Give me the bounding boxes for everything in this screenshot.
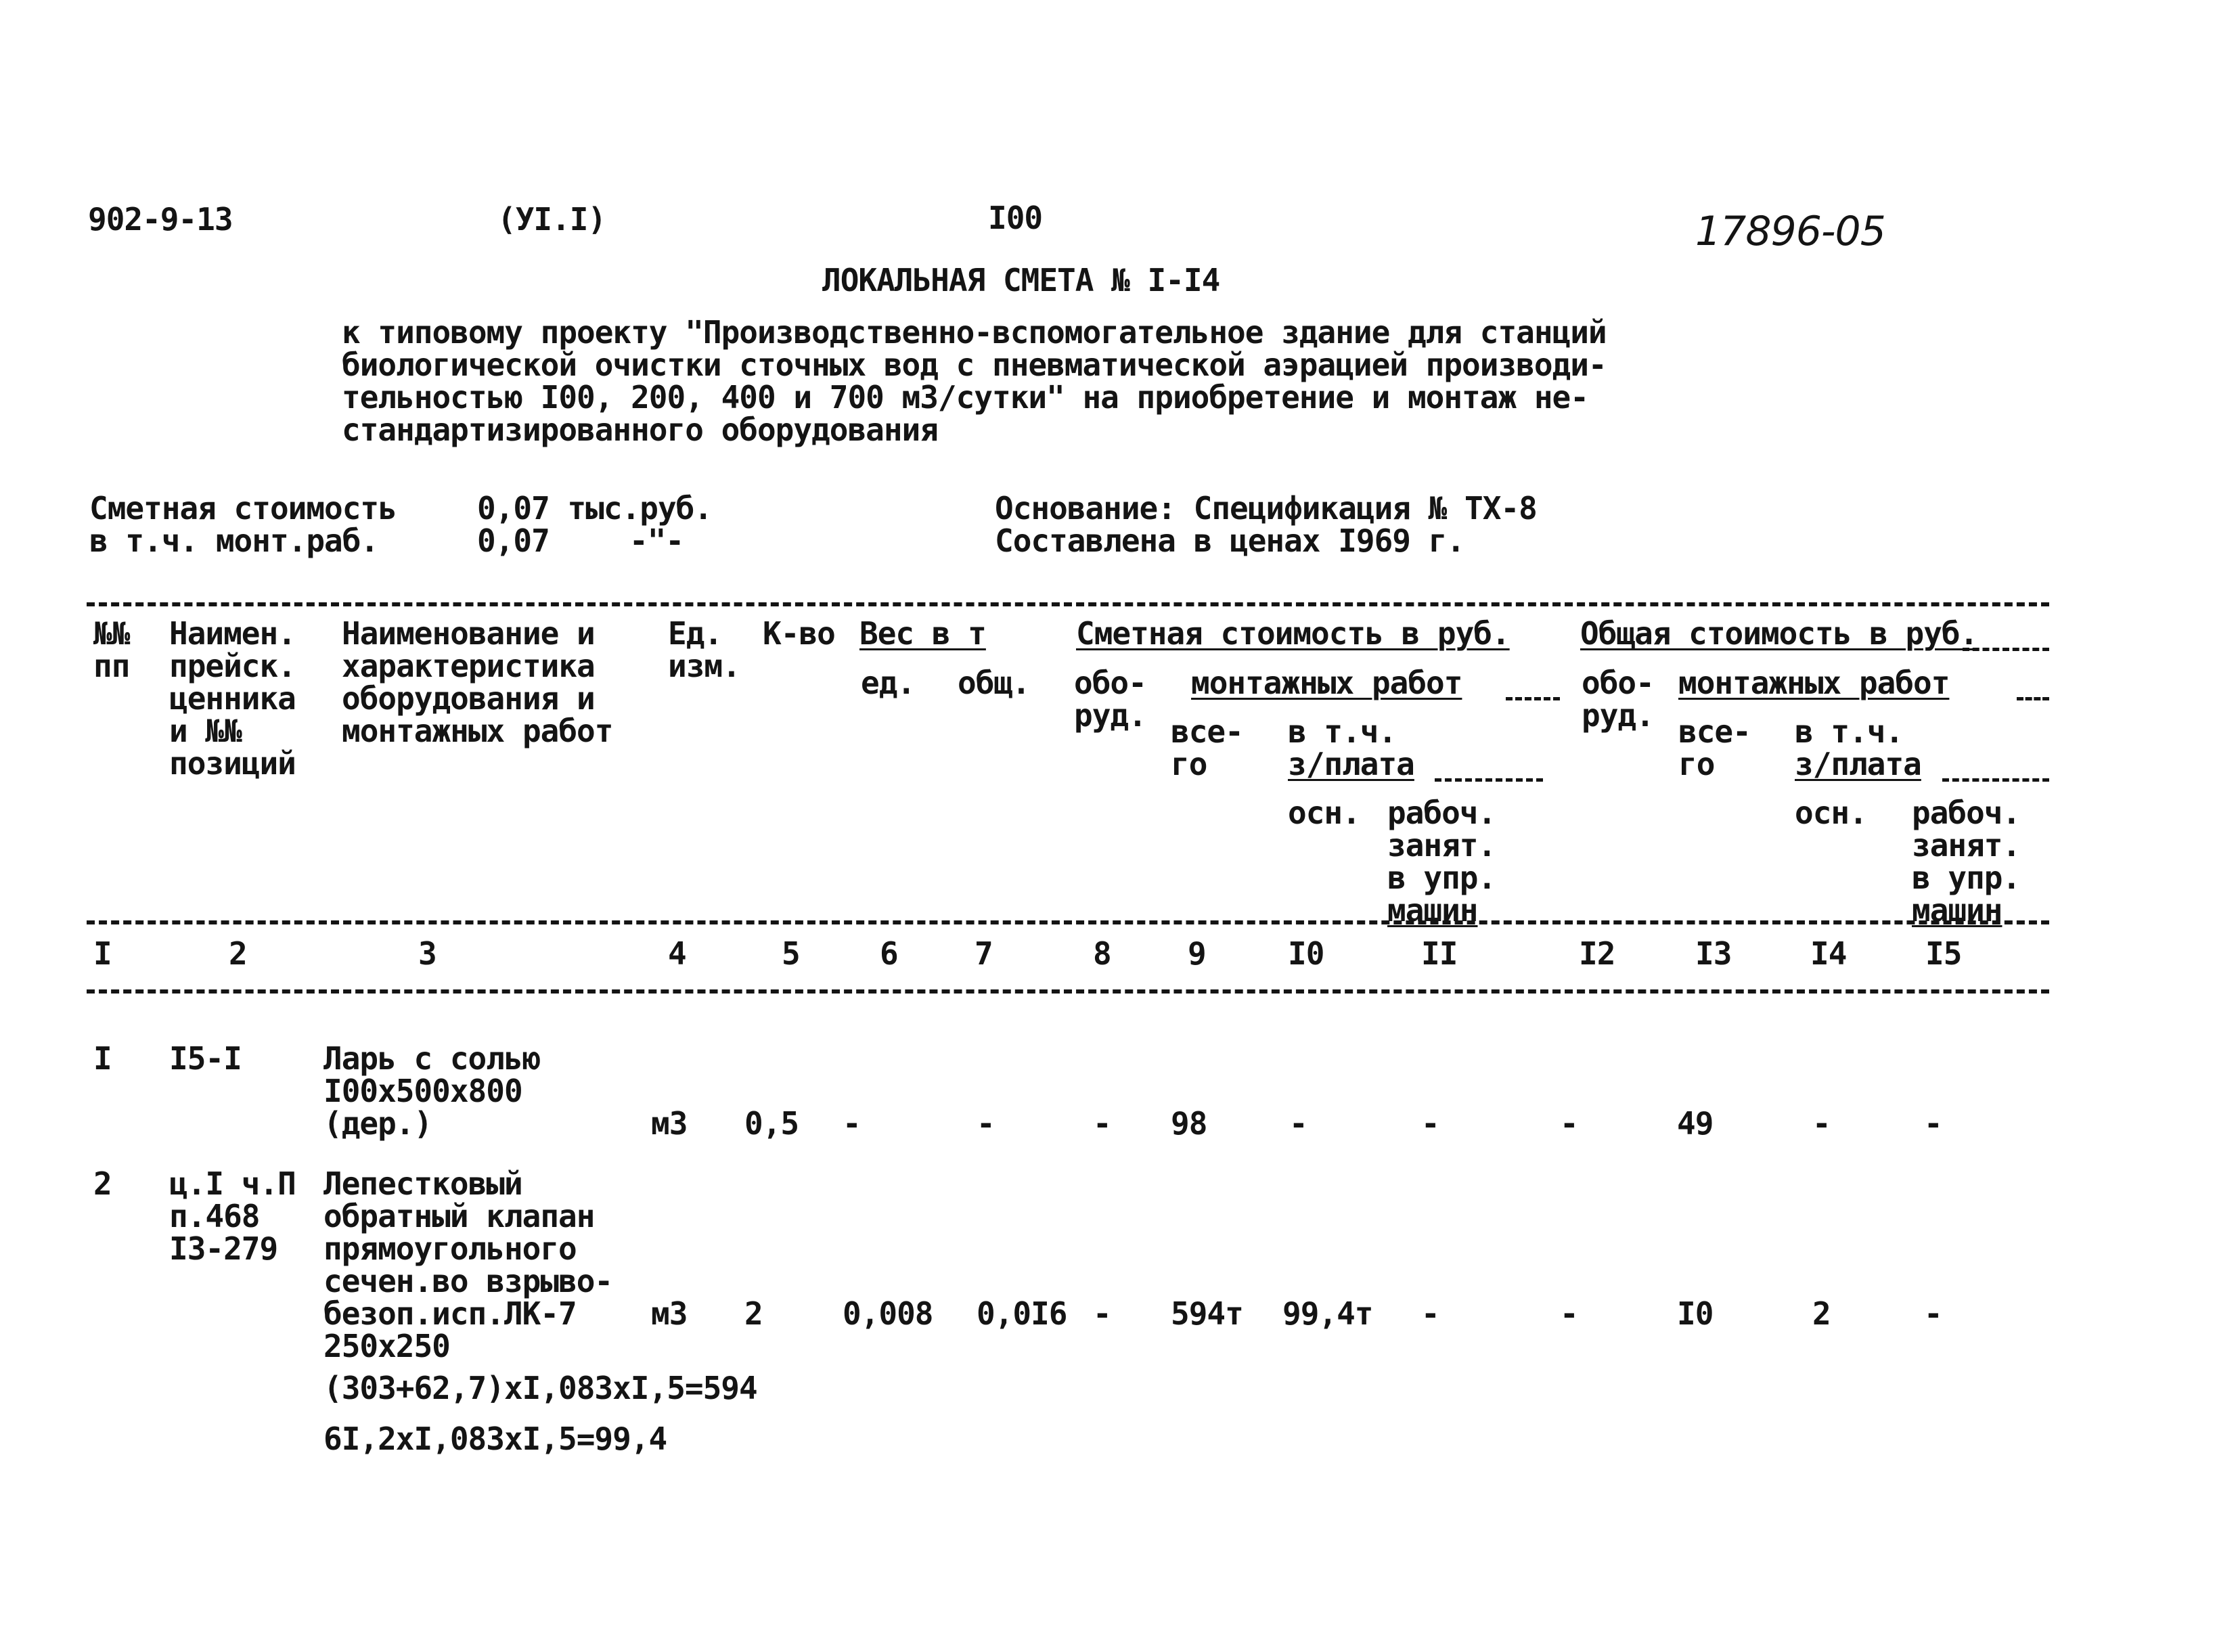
basic-header: осн. bbox=[1288, 795, 1360, 831]
subtitle-line: к типовому проекту "Производственно-вспомогательное здание для станций bbox=[342, 314, 1607, 351]
project-code: 902-9-13 bbox=[88, 201, 233, 238]
total-equipment: - bbox=[1560, 1105, 1578, 1142]
table-header-rule bbox=[87, 920, 2049, 924]
column-number: 3 bbox=[418, 935, 437, 972]
row-number: I bbox=[93, 1040, 112, 1077]
column-number: I5 bbox=[1925, 935, 1962, 972]
header-dash bbox=[1435, 778, 1543, 782]
calculation-line: (303+62,7)хI,083хI,5=594 bbox=[323, 1370, 757, 1406]
total-machine-wage: - bbox=[1924, 1295, 1942, 1332]
total-machine-workers-header: рабоч. занят. в упр. машин bbox=[1912, 795, 2021, 929]
mounting-total: 98 bbox=[1171, 1105, 1207, 1142]
col-5-header: К-во bbox=[763, 615, 835, 652]
header-dash bbox=[1506, 697, 1560, 700]
header-dash bbox=[1963, 648, 2049, 651]
col-2-header: Наимен. прейск. ценника и №№ позиций bbox=[169, 615, 296, 782]
column-number: I2 bbox=[1579, 935, 1615, 972]
header-dash bbox=[2017, 697, 2049, 700]
subtitle-line: биологической очистки сточных вод с пневматической аэрацией производи- bbox=[342, 347, 1607, 383]
column-number: 6 bbox=[880, 935, 898, 972]
equipment-cost: - bbox=[1093, 1295, 1111, 1332]
column-number: 4 bbox=[668, 935, 686, 972]
total-equipment: - bbox=[1560, 1295, 1578, 1332]
total-mounting-group-header: монтажных работ bbox=[1678, 665, 1950, 701]
weight-unit-header: ед. bbox=[861, 665, 916, 701]
unit: м3 bbox=[651, 1105, 688, 1142]
price-code: ц.I ч.П п.468 I3-279 bbox=[169, 1165, 296, 1267]
weight-total: - bbox=[977, 1105, 995, 1142]
column-number: 2 bbox=[229, 935, 247, 972]
weight-total-header: общ. bbox=[958, 665, 1030, 701]
col-3-header: Наименование и характеристика оборудования и монтажных работ bbox=[342, 615, 613, 749]
equipment-header: обо- руд. bbox=[1074, 665, 1146, 734]
document-title: ЛОКАЛЬНАЯ СМЕТА № I-I4 bbox=[822, 262, 1220, 298]
prices-year: Составлена в ценах I969 г. bbox=[995, 522, 1465, 559]
total-equipment-header: обо- руд. bbox=[1582, 665, 1654, 734]
subtitle-line: стандартизированного оборудования bbox=[342, 411, 938, 448]
wage-header: в т.ч. з/плата bbox=[1288, 713, 1414, 782]
subtitle-line: тельностью I00, 200, 400 и 700 м3/сутки" на приобретение и монтаж не- bbox=[342, 379, 1588, 416]
total-mounting: I0 bbox=[1677, 1295, 1714, 1332]
calculation-line: 6I,2хI,083хI,5=99,4 bbox=[323, 1421, 667, 1457]
estimated-cost-group-header: Сметная стоимость в руб. bbox=[1076, 615, 1510, 652]
column-number: I3 bbox=[1695, 935, 1732, 972]
total-header: все- го bbox=[1171, 713, 1243, 782]
mounting-basic-wage: 99,4т bbox=[1282, 1295, 1373, 1332]
quantity: 0,5 bbox=[744, 1105, 799, 1142]
mounting-total: 594т bbox=[1171, 1295, 1243, 1332]
total-wage-header: в т.ч. з/плата bbox=[1795, 713, 1921, 782]
col-4-header: Ед. изм. bbox=[668, 615, 740, 684]
mounting-machine-wage: - bbox=[1421, 1295, 1439, 1332]
mounting-machine-wage: - bbox=[1421, 1105, 1439, 1142]
total-mounting: 49 bbox=[1677, 1105, 1714, 1142]
item-name: Лепестковый обратный клапан прямоугольного сечен.во взрыво- безоп.исп.ЛК-7 250х250 bbox=[323, 1165, 613, 1364]
cost-label: Сметная стоимость bbox=[89, 490, 397, 527]
weight-group-header: Вес в т bbox=[859, 615, 986, 652]
inventory-number: 17896-05 bbox=[1695, 208, 1885, 255]
total-basic-header: осн. bbox=[1795, 795, 1867, 831]
column-number: I bbox=[93, 935, 112, 972]
mont-label: в т.ч. монт.раб. bbox=[89, 522, 379, 559]
unit: м3 bbox=[651, 1295, 688, 1332]
total-machine-wage: - bbox=[1924, 1105, 1942, 1142]
column-number: I0 bbox=[1288, 935, 1324, 972]
equipment-cost: - bbox=[1093, 1105, 1111, 1142]
section-number: (УI.I) bbox=[497, 201, 606, 238]
quantity: 2 bbox=[744, 1295, 763, 1332]
total-basic-wage: - bbox=[1812, 1105, 1831, 1142]
table-top-rule bbox=[87, 602, 2049, 606]
machine-workers-header: рабоч. занят. в упр. машин bbox=[1387, 795, 1496, 929]
total-cost-group-header: Общая стоимость в руб. bbox=[1580, 615, 1978, 652]
row-number: 2 bbox=[93, 1165, 112, 1202]
column-number: II bbox=[1421, 935, 1458, 972]
col-1-header: №№ пп bbox=[93, 615, 130, 684]
mounting-basic-wage: - bbox=[1289, 1105, 1307, 1142]
price-code: I5-I bbox=[169, 1040, 242, 1077]
header-dash bbox=[1942, 778, 2049, 782]
total-basic-wage: 2 bbox=[1812, 1295, 1831, 1332]
column-number: I4 bbox=[1810, 935, 1847, 972]
mont-value: 0,07 bbox=[477, 522, 550, 559]
weight-total: 0,0I6 bbox=[977, 1295, 1067, 1332]
table-numbers-rule bbox=[87, 989, 2049, 994]
item-name: Ларь с солью I00х500х800 (дер.) bbox=[323, 1040, 541, 1142]
mounting-group-header: монтажных работ bbox=[1191, 665, 1462, 701]
column-number: 9 bbox=[1188, 935, 1206, 972]
basis: Основание: Спецификация № ТХ-8 bbox=[995, 490, 1537, 527]
column-number: 7 bbox=[975, 935, 993, 972]
column-number: 5 bbox=[782, 935, 800, 972]
total-all-header: все- го bbox=[1678, 713, 1751, 782]
column-number: 8 bbox=[1093, 935, 1111, 972]
mont-ditto: -"- bbox=[629, 522, 684, 559]
cost-value: 0,07 тыс.руб. bbox=[477, 490, 713, 527]
page-number: I00 bbox=[988, 200, 1043, 236]
weight-unit: - bbox=[843, 1105, 861, 1142]
weight-unit: 0,008 bbox=[843, 1295, 933, 1332]
